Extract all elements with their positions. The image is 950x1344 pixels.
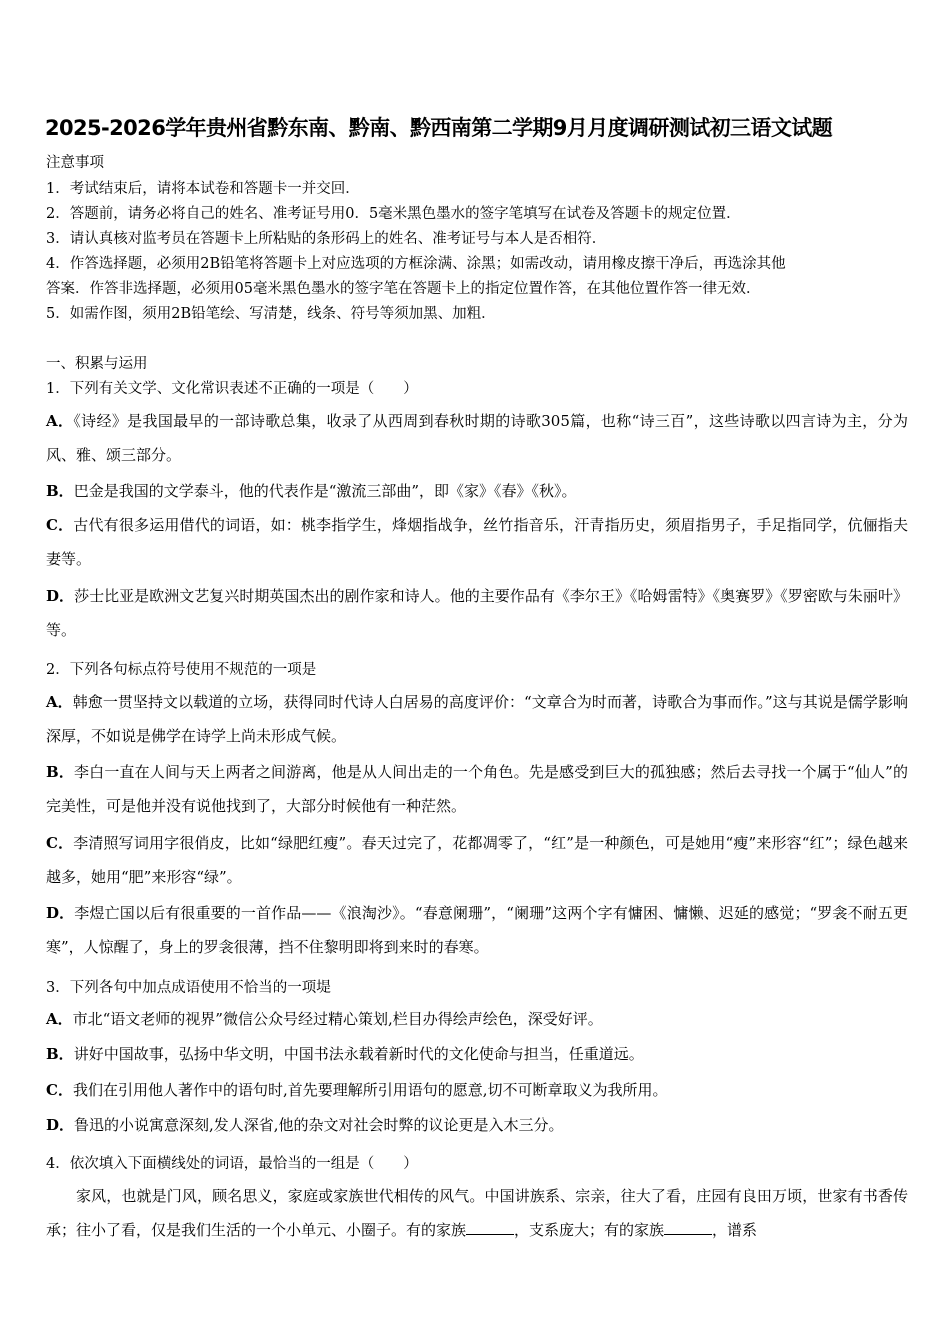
q3-option-c	[46, 1073, 908, 1107]
option-label: A．	[46, 1010, 73, 1028]
option-label: D．	[46, 587, 75, 605]
option-text: 李煜亡国以后有很重要的一首作品——《浪淘沙》。“春意阑珊”，“阑珊”这两个字有慵困、慵懒、迟延的感觉；“罗衾不耐五更寒”，人惊醒了，身上的罗衾很薄，挡不住黎明即将到来时的春寒。	[46, 904, 908, 956]
option-text: 古代有很多运用借代的词语，如：桃李指学生，烽烟指战争，丝竹指音乐，汗青指历史，须眉指男子，手足指同学，伉俪指夫妻等。	[46, 516, 908, 568]
option-text: 鲁迅的小说寓意深刻,发人深省,他的杂文对社会时弊的议论更是入木三分。	[74, 1116, 564, 1134]
option-label: D．	[46, 1116, 75, 1134]
option-label: B．	[46, 482, 74, 500]
notice-item-3: 3．请认真核对监考员在答题卡上所粘贴的条形码上的姓名、准考证号与本人是否相符．	[46, 231, 607, 247]
option-text: 李清照写词用字很俏皮，比如“绿肥红瘦”。春天过完了，花都凋零了，“红”是一种颜色，可是她用“瘦”来形容“红”；绿色越来越多，她用“肥”来形容“绿”。	[46, 834, 908, 886]
notice-item-1: 1．考试结束后，请将本试卷和答题卡一并交回．	[46, 181, 360, 197]
fill-blank-2	[664, 1220, 712, 1235]
option-label: B．	[46, 1045, 74, 1063]
passage-text: 家风，也就是门风，顾名思义，家庭或家族世代相传的风气。中国讲族系、宗亲，往大了看，庄园有良田万顷，世家有书香传承；往小了看，仅是我们生活的一个小单元、小圈子。有的家族	[46, 1187, 908, 1239]
q3-option-a	[46, 1002, 908, 1036]
option-text: 市北“语文老师的视界”微信公众号经过精心策划,栏目办得绘声绘色，深受好评。	[72, 1010, 603, 1028]
notice-item-5: 5．如需作图，须用2B铅笔绘、写清楚，线条、符号等须加黑、加粗．	[46, 306, 496, 322]
q2-option-b	[46, 755, 908, 823]
notice-item-2: 2．答题前，请务必将自己的姓名、准考证号用0．5毫米黑色墨水的签字笔填写在试卷及答题卡的规定位置．	[46, 206, 741, 222]
section-heading: 一、积累与运用	[46, 356, 148, 372]
q2-option-d	[46, 896, 908, 964]
option-text: 莎士比亚是欧洲文艺复兴时期英国杰出的剧作家和诗人。他的主要作品有《李尔王》《哈姆雷特》《奥赛罗》《罗密欧与朱丽叶》等。	[46, 587, 908, 639]
option-label: A．	[46, 412, 74, 430]
q1-option-a	[46, 404, 908, 472]
option-label: C．	[46, 516, 74, 534]
notice-heading: 注意事项	[46, 155, 104, 171]
option-text: 李白一直在人间与天上两者之间游离，他是从人间出走的一个角色。先是感受到巨大的孤独感；然后去寻找一个属于“仙人”的完美性，可是他并没有说他找到了，大部分时候他有一种茫然。	[46, 763, 908, 815]
option-label: C．	[46, 1081, 73, 1099]
q3-option-b	[46, 1037, 908, 1071]
option-text: 巴金是我国的文学泰斗，他的代表作是“激流三部曲”，即《家》《春》《秋》。	[73, 482, 577, 500]
option-text: 我们在引用他人著作中的语句时,首先要理解所引用语句的愿意,切不可断章取义为我所用。	[72, 1081, 668, 1099]
option-label: B．	[46, 763, 74, 781]
q2-option-a	[46, 685, 908, 753]
passage-text: ，谱系	[712, 1221, 758, 1239]
option-text: 讲好中国故事，弘扬中华文明，中国书法永载着新时代的文化使命与担当，任重道远。	[73, 1045, 644, 1063]
option-label: A．	[46, 693, 73, 711]
option-label: C．	[46, 834, 74, 852]
q1-stem: 1．下列有关文学、文化常识表述不正确的一项是（ ）	[46, 381, 418, 397]
q4-stem: 4．依次填入下面横线处的词语，最恰当的一组是（ ）	[46, 1156, 418, 1172]
option-text: 韩愈一贯坚持文以载道的立场，获得同时代诗人白居易的高度评价：“文章合为时而著，诗歌合为事而作。”这与其说是儒学影响深厚，不如说是佛学在诗学上尚未形成气候。	[46, 693, 909, 745]
q1-option-b	[46, 474, 908, 508]
notice-item-4-cont: 答案．作答非选择题，必须用05毫米黑色墨水的签字笔在答题卡上的指定位置作答，在其他位置作答一律无效．	[46, 281, 761, 297]
q4-passage	[46, 1179, 908, 1247]
passage-text: ，支系庞大；有的家族	[514, 1221, 665, 1239]
option-label: D．	[46, 904, 75, 922]
page-title: 2025-2026学年贵州省黔东南、黔南、黔西南第二学期9月月度调研测试初三语文试题	[45, 116, 833, 140]
q1-option-c	[46, 508, 908, 576]
q2-option-c	[46, 826, 908, 894]
q3-stem: 3．下列各句中加点成语使用不恰当的一项堤	[46, 980, 331, 996]
q2-stem: 2．下列各句标点符号使用不规范的一项是	[46, 662, 317, 678]
option-text: 《诗经》是我国最早的一部诗歌总集，收录了从西周到春秋时期的诗歌305篇，也称“诗三百”，这些诗歌以四言诗为主，分为风、雅、颂三部分。	[46, 412, 908, 464]
q3-option-d	[46, 1108, 908, 1142]
notice-item-4: 4．作答选择题，必须用2B铅笔将答题卡上对应选项的方框涂满、涂黑；如需改动，请用橡皮擦干净后，再选涂其他	[46, 256, 786, 272]
q1-option-d	[46, 579, 908, 647]
fill-blank-1	[466, 1220, 514, 1235]
